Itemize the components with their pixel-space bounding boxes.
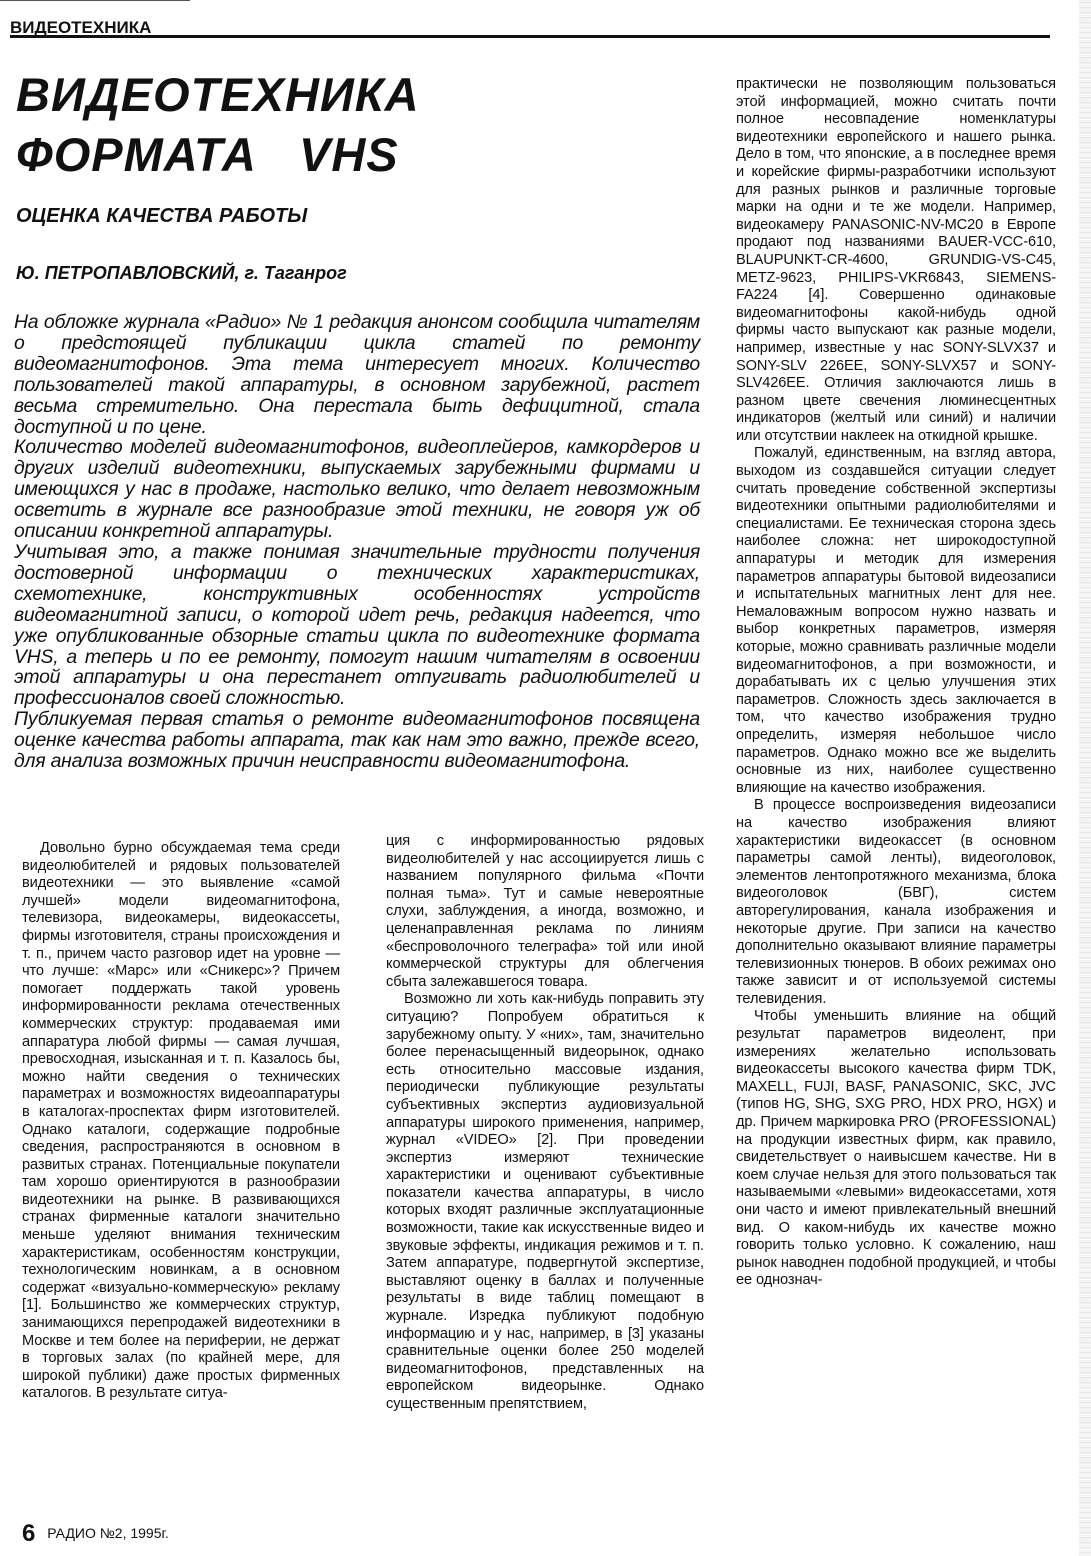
body-paragraph: Пожалуй, единственным, на взгляд автора, выходом из создавшейся ситуации следует считать проведение собственной экспертизы видеотехники опытными радиолюбителями и специалистами. Ее техническая сторона здесь наиболее сложна: нет широкодоступной аппаратуры и методик для измерения параметров аппаратуры бытовой видеозаписи и испытательных магнитных лент для нее. Немаловажным вопросом нужно назвать и выбор конкретных параметров, измеряя которые, можно сравнивать различные модели видеомагнитофонов, а при возможности, и дорабатывать их с целью улучшения этих параметров. Сложность здесь заключается в том, что качество изображения трудно определить, измеряя небольшое число параметров. Однако можно все же выделить основные из них, наиболее существенно влияющие на качество изображения. xyxy=(736,445,1056,796)
issue-info: РАДИО №2, 1995г. xyxy=(47,1525,169,1541)
column-right xyxy=(736,76,1056,1290)
title-line-1: ВИДЕОТЕХНИКА xyxy=(16,68,420,121)
body-paragraph: Довольно бурно обсуждаемая тема среди видеолюбителей и рядовых пользователей видеотехники — это выявление «самой лучшей» модели видеомагнитофона, телевизора, видеокамеры, видеокассеты, фирмы изготовителя, страны происхождения и т. п., причем часто разговор идет на уровне — что лучше: «Марс» или «Сникерс»? Причем помогает поддержать такой уровень информированности реклама отечественных коммерческих структур: продаваемая ими аппаратура любой фирмы — самая лучшая, превосходная, изысканная и т. п. Казалось бы, можно найти сведения о технических параметрах и возможностях видеоаппаратуры в каталогах-проспектах фирм изготовителей. Однако каталоги, содержащие подробные сведения, распространяются в основном в развитых странах. Потенциальные покупатели там хорошо ориентируются в разнообразии видеотехники на рынке. В развивающихся странах фирменные каталоги значительно меньше уделяют внимания техническим характеристикам, особенностям конструкции, технологическим новинкам, а в основном содержат «визуально-коммерческую» рекламу [1]. Большинство же коммерческих структур, занимающихся перепродажей видеотехники в Москве и тем более на периферии, не держат в торговых залах (по крайней мере, для широкой публики) даже простых фирменных каталогов. В результате ситуа- xyxy=(22,840,340,1402)
body-paragraph: практически не позволяющим пользоваться этой информацией, можно считать почти полное несовпадение номенклатуры видеотехники европейского и нашего рынка. Дело в том, что японские, а в последнее время и корейские фирмы-разработчики используют для разных рынков и различные торговые марки на одни и те же модели. Например, видеокамеру PANASONIC-NV-MC20 в Европе продают под названиями BAUER-VCC-610, BLAUPUNKT-CR-4600, GRUNDIG-VS-C45, METZ-9623, PHILIPS-VKR6843, SIEMENS-FA224 [4]. Совершенно одинаковые видеомагнитофоны какой-нибудь одной фирмы часто выпускают как разные модели, например, известные у нас SONY-SLVX37 и SONY-SLV 226EE, SONY-SLVX57 и SONY-SLV426EE. Отличия заключаются лишь в разном цвете свечения люминесцентных индикаторов (желтый или синий) и наличии или отсутствии наклеек на откидной крышке. xyxy=(736,76,1056,444)
page-number: 6 xyxy=(22,1520,36,1547)
scan-edge-strip xyxy=(1079,0,1091,1556)
title-line-2: ФОРМАТА VHS xyxy=(16,128,399,181)
body-paragraph: Чтобы уменьшить влияние на общий результат параметров видеолент, при измерениях желательно использовать видеокассеты высокого качества фирм TDK, MAXELL, FUJI, BASF, PANASONIC, SKC, JVC (типов HG, SHG, SXG PRO, HDX PRO, HGX) и др. Причем маркировка PRO (PROFESSIONAL) на продукции известных фирм, как правило, свидетельствует о наивысшем качестве. Ни в коем случае нельзя для этого пользоваться так называемыми «левыми» видеокассетами, хотя они часто и имеют привлекательный внешний вид. О каком-нибудь их качестве можно говорить только условно. К сожалению, наш рынок наводнен подобной продукцией, и чтобы ее однознач- xyxy=(736,1008,1056,1289)
body-paragraph: Возможно ли хоть как-нибудь поправить эту ситуацию? Попробуем обратиться к зарубежному опыту. У «них», там, значительно более перенасыщенный видеорынок, однако есть относительно массовые издания, периодически публикующие результаты субъективных экспертиз аудиовизуальной аппаратуры широкого применения, например, журнал «VIDEO» [2]. При проведении экспертиз измеряют технические характеристики и оценивают субъективные показатели качества аппаратуры, в число которых входят различные эксплуатационные возможности, такие как искусственные видео и звуковые эффекты, индикация режимов и т. п. Затем аппаратуре, подвергнутой экспертизе, выставляют оценку в баллах и полученные результаты в виде таблиц помещают в журнале. Изредка публикуют подобную информацию и у нас, например, в [3] указаны сравнительные оценки более 250 моделей видеомагнитофонов, представленных на европейском видеорынке. Однако существенным препятствием, xyxy=(386,991,704,1412)
page-footer xyxy=(22,1520,169,1548)
body-paragraph: ция с информированностью рядовых видеолюбителей у нас ассоциируется лишь с названием популярного фильма «Почти полная тьма». Тут и самые невероятные слухи, заблуждения, а иногда, возможно, и целенаправленная реклама по линиям «беспроволочного телеграфа» той или иной коммерческой структуры для облегчения сбыта залежавшегося товара. xyxy=(386,833,704,990)
column-middle xyxy=(386,833,704,1414)
top-edge-line xyxy=(0,0,190,1)
article-author: Ю. ПЕТРОПАВЛОВСКИЙ, г. Таганрог xyxy=(16,263,347,283)
lead-paragraph: Публикуемая первая статья о ремонте видеомагнитофонов посвящена оценке качества работы аппарата, так как нам это важно, прежде всего, для анализа возможных причин неисправности видеомагнитофона. xyxy=(14,708,700,773)
body-paragraph: В процессе воспроизведения видеозаписи на качество изображения влияют характеристики видеокассет (в основном параметры самой ленты), видеоголовок, элементов лентопротяжного механизма, блока видеоголовок (БВГ), систем авторегулирования, канала изображения и некоторые другие. При записи на качество дополнительно оказывают влияние параметры телевизионных тюнеров. В обоих режимах оно также зависит и от используемой системы телевидения. xyxy=(736,797,1056,1007)
lead-paragraphs xyxy=(14,312,700,772)
article-title xyxy=(16,65,420,185)
column-left xyxy=(22,840,340,1403)
lead-paragraph: Учитывая это, а также понимая значительные трудности получения достоверной информации о технических характеристиках, схемотехнике, конструктивных особенностях устройств видеомагнитной записи, о которой идет речь, редакция надеется, что уже опубликованные обзорные статьи цикла по видеотехнике формата VHS, а теперь и по ее ремонту, помогут нашим читателям в освоении этой аппаратуры и она перестанет отпугивать радиолюбителей и профессионалов своей сложностью. xyxy=(14,540,700,710)
article-subtitle: ОЦЕНКА КАЧЕСТВА РАБОТЫ xyxy=(16,205,308,227)
lead-paragraph: Количество моделей видеомагнитофонов, видеоплейеров, камкордеров и других изделий видеотехники, выпускаемых зарубежными фирмами и имеющихся у нас в продаже, настолько велико, что делает невозможным осветить в журнале все разнообразие этой техники, не говоря уж об описании конкретной аппаратуры. xyxy=(14,436,700,543)
section-header: ВИДЕОТЕХНИКА xyxy=(10,18,152,37)
lead-paragraph: На обложке журнала «Радио» № 1 редакция анонсом сообщила читателям о предстоящей публикации цикла статей по ремонту видеомагнитофонов. Эта тема интересует многих. Количество пользователей такой аппаратуры, в основном зарубежной, растет весьма стремительно. Она перестала быть дефицитной, стала доступной и по цене. xyxy=(14,311,700,438)
header-rule xyxy=(10,35,1050,38)
